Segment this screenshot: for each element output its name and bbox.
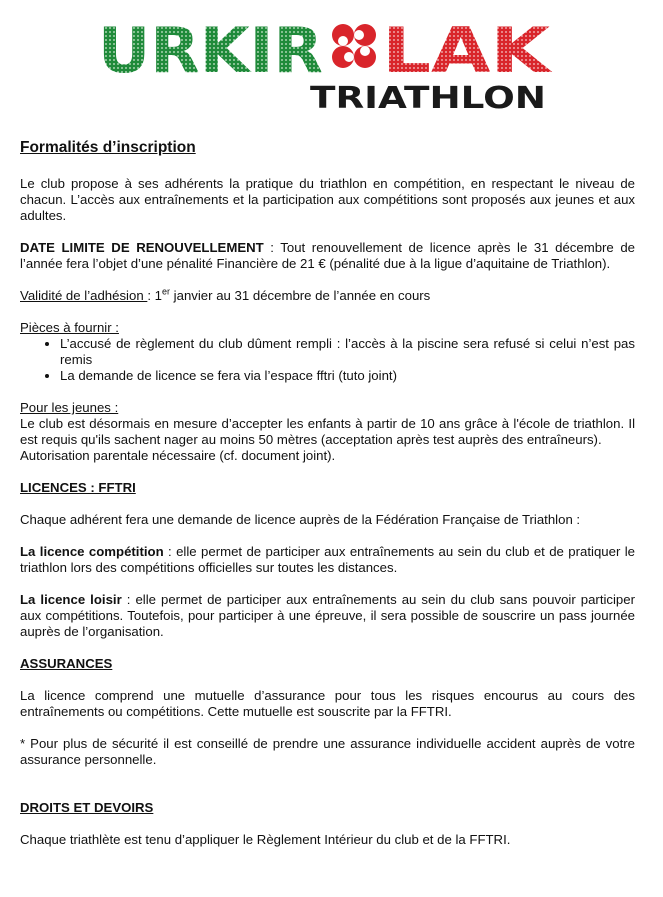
logo-subtitle: TRIATHLON [310, 81, 546, 114]
deadline-paragraph [20, 240, 635, 272]
jeunes-label: Pour les jeunes : [20, 400, 119, 415]
jeunes-text: Le club est désormais en mesure d’accepter les enfants à partir de 10 ans grâce à l'école de triathlon. Il est requis qu'ils sachent nager au moins 50 mètres (acceptation après test auprès des entraîneurs). [20, 416, 635, 447]
assurances-text: La licence comprend une mutuelle d’assurance pour tous les risques encourus au cours des entraînements ou compétitions. Cette mutuelle est souscrite par la FFTRI. [20, 688, 635, 719]
logo-word-left: URKIR [98, 14, 323, 87]
club-logo-graphic [96, 14, 556, 114]
list-item: • L’accusé de règlement du club dûment rempli : l’accès à la piscine sera refusé si celui n’est pas remis [60, 336, 635, 368]
pieces-list [20, 336, 635, 384]
licence-competition-paragraph [20, 544, 635, 576]
licences-heading: LICENCES : FFTRI [20, 480, 136, 495]
lauburu-icon [332, 24, 376, 68]
pieces-label: Pièces à fournir : [20, 320, 119, 335]
licences-intro: Chaque adhérent fera une demande de licence auprès de la Fédération Française de Triathlon : [20, 512, 581, 527]
licence-loisir-paragraph [20, 592, 635, 640]
validity-text-after: janvier au 31 décembre de l’année en cours [170, 288, 431, 303]
page-title: Formalités d’inscription [20, 139, 196, 156]
droits-text: Chaque triathlète est tenu d’appliquer le Règlement Intérieur du club et de la FFTRI. [20, 832, 511, 847]
jeunes-note: Autorisation parentale nécessaire (cf. document joint). [20, 448, 336, 463]
validity-paragraph [20, 288, 635, 304]
assurances-note: * Pour plus de sécurité il est conseillé de prendre une assurance individuelle accident auprès de votre assurance personnelle. [20, 736, 635, 767]
validity-text-before: : 1 [147, 288, 162, 303]
list-item: • La demande de licence se fera via l’espace fftri (tuto joint) [60, 368, 635, 384]
licence-loisir-text: : elle permet de participer aux entraînements au sein du club sans pouvoir participer aux compétitions. Toutefois, pour participer à une épreuve, il sera possible de souscrire un pass journée auprès de l’organisation. [20, 592, 635, 639]
licence-loisir-label: La licence loisir [20, 592, 122, 607]
licence-competition-label: La licence compétition [20, 544, 164, 559]
validity-label: Validité de l’adhésion [20, 288, 148, 303]
document-body [20, 140, 635, 848]
club-logo [96, 14, 556, 114]
deadline-text: : Tout renouvellement de licence après le 31 décembre de l’année fera l’objet d’une pénalité Financière de 21 € (pénalité due à la ligue d’aquitaine de Triathlon). [20, 240, 636, 271]
deadline-label: DATE LIMITE DE RENOUVELLEMENT [20, 240, 264, 255]
droits-heading: DROITS ET DEVOIRS [20, 800, 154, 815]
intro-paragraph: Le club propose à ses adhérents la pratique du triathlon en compétition, en respectant le niveau de chacun. L’accès aux entraînements et la participation aux compétitions sont proposés aux jeunes et aux adultes. [20, 176, 635, 223]
licence-competition-text: : elle permet de participer aux entraînements au sein du club et de pratiquer le triathlon lors des compétitions officielles sur toutes les distances. [20, 544, 635, 575]
assurances-heading: ASSURANCES [20, 656, 113, 671]
validity-sup: er [162, 286, 171, 297]
logo-word-right: LAK [382, 14, 553, 87]
